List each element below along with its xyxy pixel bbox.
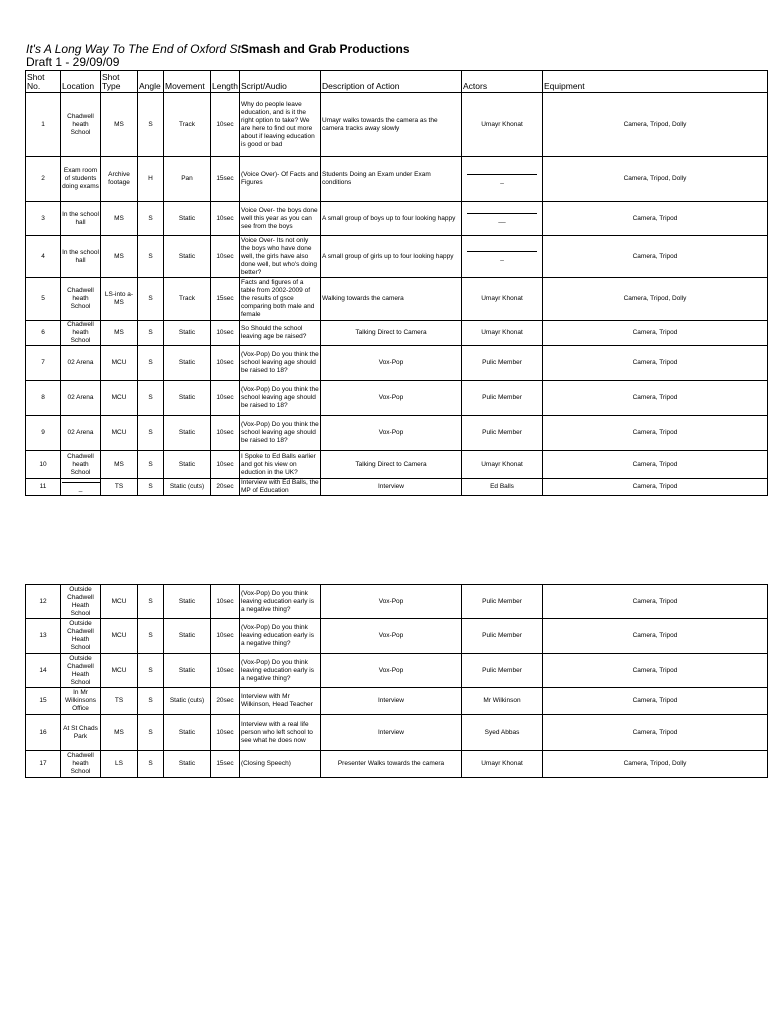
equipment-cell: Camera, Tripod <box>543 236 768 278</box>
angle-cell: S <box>138 619 164 654</box>
angle-cell: S <box>138 585 164 619</box>
shot-type-cell: MCU <box>101 654 138 688</box>
actors-cell: Pulic Member <box>462 381 543 416</box>
shot-type-cell: MCU <box>101 619 138 654</box>
action-cell: A small group of girls up to four looking happy <box>321 236 462 278</box>
blank-marker: __ <box>498 216 506 223</box>
script-cell: Voice Over- the boys done well this year as you can see from the boys <box>240 202 321 236</box>
shot-no-cell: 4 <box>26 236 61 278</box>
shot-no-cell: 11 <box>26 479 61 496</box>
length-cell: 10sec <box>211 619 240 654</box>
movement-cell: Static <box>164 619 211 654</box>
equipment-cell: Camera, Tripod, Dolly <box>543 93 768 157</box>
shot-no-cell: 17 <box>26 751 61 778</box>
angle-cell: S <box>138 416 164 451</box>
angle-cell: S <box>138 236 164 278</box>
equipment-cell: Camera, Tripod <box>543 346 768 381</box>
length-cell: 10sec <box>211 321 240 346</box>
equipment-cell: Camera, Tripod <box>543 715 768 751</box>
shot-no-cell: 12 <box>26 585 61 619</box>
action-cell: Vox-Pop <box>321 346 462 381</box>
shot-no-cell: 13 <box>26 619 61 654</box>
length-cell: 10sec <box>211 202 240 236</box>
table-row <box>26 321 768 346</box>
location-cell: 02 Arena <box>61 346 101 381</box>
script-cell: Interview with a real life person who left school to see what he does now <box>240 715 321 751</box>
movement-cell: Static <box>164 202 211 236</box>
angle-cell: S <box>138 715 164 751</box>
location-cell: Outside Chadwell Heath School <box>61 585 101 619</box>
length-cell: 10sec <box>211 585 240 619</box>
action-cell: Students Doing an Exam under Exam conditions <box>321 157 462 202</box>
actors-cell: Mr Wilkinson <box>462 688 543 715</box>
movement-cell: Static (cuts) <box>164 479 211 496</box>
movement-cell: Track <box>164 278 211 321</box>
blank-marker: _ <box>500 176 504 184</box>
length-cell: 15sec <box>211 751 240 778</box>
action-cell: Vox-Pop <box>321 654 462 688</box>
equipment-cell: Camera, Tripod <box>543 654 768 688</box>
angle-cell: S <box>138 479 164 496</box>
shot-no-cell: 16 <box>26 715 61 751</box>
table-row <box>26 93 768 157</box>
location-cell: 02 Arena <box>61 416 101 451</box>
header-angle: Angle <box>138 71 164 93</box>
movement-cell: Static <box>164 715 211 751</box>
shot-no-cell: 8 <box>26 381 61 416</box>
movement-cell: Static <box>164 321 211 346</box>
length-cell: 10sec <box>211 451 240 479</box>
shot-type-cell: MS <box>101 202 138 236</box>
angle-cell: S <box>138 278 164 321</box>
location-cell: Chadwell heath School <box>61 278 101 321</box>
header-script-audio: Script/Audio <box>240 71 321 93</box>
angle-cell: S <box>138 451 164 479</box>
length-cell: 20sec <box>211 479 240 496</box>
actors-cell: Pulic Member <box>462 585 543 619</box>
script-cell: (Closing Speech) <box>240 751 321 778</box>
shot-no-cell: 9 <box>26 416 61 451</box>
table-row <box>26 585 768 619</box>
table-row <box>26 202 768 236</box>
table-header-row <box>26 71 768 93</box>
table-row <box>26 157 768 202</box>
shot-no-cell: 10 <box>26 451 61 479</box>
action-cell: Talking Direct to Camera <box>321 451 462 479</box>
draft-label: Draft 1 - 29/09/09 <box>26 55 120 69</box>
angle-cell: S <box>138 751 164 778</box>
script-cell: Voice Over- Its not only the boys who have done well, the girls have also done well, but who's doing better? <box>240 236 321 278</box>
script-cell: (Voice Over)- Of Facts and Figures <box>240 157 321 202</box>
angle-cell: S <box>138 202 164 236</box>
equipment-cell: Camera, Tripod <box>543 416 768 451</box>
location-cell: Outside Chadwell Heath School <box>61 654 101 688</box>
blank-marker: _ <box>78 484 83 492</box>
action-cell: Vox-Pop <box>321 619 462 654</box>
header-movement: Movement <box>164 71 211 93</box>
location-cell: Chadwell heath School <box>61 93 101 157</box>
action-cell: Vox-Pop <box>321 585 462 619</box>
movement-cell: Static <box>164 751 211 778</box>
equipment-cell: Camera, Tripod, Dolly <box>543 278 768 321</box>
table-row <box>26 236 768 278</box>
header-shot-type: Shot Type <box>101 71 138 93</box>
table-row <box>26 451 768 479</box>
table-row <box>26 381 768 416</box>
header-location: Location <box>61 71 101 93</box>
shot-no-cell: 7 <box>26 346 61 381</box>
equipment-cell: Camera, Tripod <box>543 619 768 654</box>
script-cell: So Should the school leaving age be raised? <box>240 321 321 346</box>
equipment-cell: Camera, Tripod <box>543 381 768 416</box>
movement-cell: Static <box>164 654 211 688</box>
angle-cell: S <box>138 346 164 381</box>
table-row <box>26 479 768 496</box>
angle-cell: S <box>138 381 164 416</box>
movement-cell: Static <box>164 346 211 381</box>
shot-type-cell: MCU <box>101 585 138 619</box>
shot-type-cell: MS <box>101 93 138 157</box>
shot-type-cell: MCU <box>101 381 138 416</box>
table-row <box>26 688 768 715</box>
actors-cell <box>462 236 543 278</box>
location-cell: At St Chads Park <box>61 715 101 751</box>
movement-cell: Static <box>164 236 211 278</box>
action-cell: Interview <box>321 688 462 715</box>
movement-cell: Static <box>164 585 211 619</box>
shot-type-cell: MCU <box>101 346 138 381</box>
action-cell: Umayr walks towards the camera as the camera tracks away slowly <box>321 93 462 157</box>
location-cell: In Mr Wilkinsons Office <box>61 688 101 715</box>
header-equipment: Equipment <box>543 71 768 93</box>
equipment-cell: Camera, Tripod, Dolly <box>543 751 768 778</box>
angle-cell: S <box>138 654 164 688</box>
shot-type-cell: MS <box>101 321 138 346</box>
document-title <box>26 40 410 56</box>
movement-cell: Track <box>164 93 211 157</box>
length-cell: 10sec <box>211 236 240 278</box>
actors-cell: Umayr Khonat <box>462 93 543 157</box>
table-row <box>26 654 768 688</box>
shot-no-cell: 6 <box>26 321 61 346</box>
action-cell: Walking towards the camera <box>321 278 462 321</box>
shot-type-cell: TS <box>101 479 138 496</box>
length-cell: 10sec <box>211 654 240 688</box>
script-cell: (Vox-Pop) Do you think the school leaving age should be raised to 18? <box>240 346 321 381</box>
actors-cell: Umayr Khonat <box>462 278 543 321</box>
table-row <box>26 619 768 654</box>
script-cell: Interview with Mr Wilkinson, Head Teacher <box>240 688 321 715</box>
company-name: Smash and Grab Productions <box>240 42 410 56</box>
shot-type-cell: LS-into a-MS <box>101 278 138 321</box>
actors-cell: Umayr Khonat <box>462 751 543 778</box>
action-cell: Vox-Pop <box>321 381 462 416</box>
length-cell: 15sec <box>211 157 240 202</box>
location-cell: In the school hall <box>61 202 101 236</box>
length-cell: 10sec <box>211 416 240 451</box>
location-cell: Chadwell heath School <box>61 751 101 778</box>
angle-cell: S <box>138 321 164 346</box>
actors-cell <box>462 202 543 236</box>
actors-cell <box>462 157 543 202</box>
action-cell: A small group of boys up to four looking happy <box>321 202 462 236</box>
action-cell: Interview <box>321 479 462 496</box>
equipment-cell: Camera, Tripod <box>543 479 768 496</box>
shot-no-cell: 14 <box>26 654 61 688</box>
action-cell: Presenter Walks towards the camera <box>321 751 462 778</box>
shot-no-cell: 15 <box>26 688 61 715</box>
location-cell: In the school hall <box>61 236 101 278</box>
script-cell: (Vox-Pop) Do you think leaving education early is a negative thing? <box>240 654 321 688</box>
programme-title: It's A Long Way To The End of Oxford St <box>26 42 241 56</box>
equipment-cell: Camera, Tripod, Dolly <box>543 157 768 202</box>
length-cell: 10sec <box>211 93 240 157</box>
actors-cell: Umayr Khonat <box>462 451 543 479</box>
actors-cell: Umayr Khonat <box>462 321 543 346</box>
header-description: Description of Action <box>321 71 462 93</box>
shot-no-cell: 3 <box>26 202 61 236</box>
table-row <box>26 751 768 778</box>
script-cell: (Vox-Pop) Do you think the school leaving age should be raised to 18? <box>240 416 321 451</box>
header-shot-no: Shot No. <box>26 71 61 93</box>
length-cell: 15sec <box>211 278 240 321</box>
script-cell: Interview with Ed Balls, the MP of Education <box>241 479 319 494</box>
location-cell: 02 Arena <box>61 381 101 416</box>
shot-type-cell: MS <box>101 715 138 751</box>
movement-cell: Static (cuts) <box>164 688 211 715</box>
shot-type-cell: TS <box>101 688 138 715</box>
table-row <box>26 278 768 321</box>
movement-cell: Static <box>164 381 211 416</box>
equipment-cell: Camera, Tripod <box>543 688 768 715</box>
location-cell <box>61 479 101 496</box>
length-cell: 10sec <box>211 715 240 751</box>
shot-type-cell: Archive footage <box>101 157 138 202</box>
table-row <box>26 715 768 751</box>
location-cell: Chadwell heath School <box>61 321 101 346</box>
location-cell: Outside Chadwell Heath School <box>61 619 101 654</box>
table-row <box>26 416 768 451</box>
actors-cell: Pulic Member <box>462 346 543 381</box>
blank-marker: _ <box>500 254 504 261</box>
action-cell: Talking Direct to Camera <box>321 321 462 346</box>
header-length: Length <box>211 71 240 93</box>
equipment-cell: Camera, Tripod <box>543 451 768 479</box>
shot-no-cell: 1 <box>26 93 61 157</box>
location-cell: Exam room of students doing exams <box>61 157 101 202</box>
location-cell: Chadwell heath School <box>61 451 101 479</box>
script-cell: (Vox-Pop) Do you think leaving education early is a negative thing? <box>240 619 321 654</box>
shot-no-cell: 5 <box>26 278 61 321</box>
angle-cell: S <box>138 93 164 157</box>
shot-type-cell: MCU <box>101 416 138 451</box>
movement-cell: Pan <box>164 157 211 202</box>
movement-cell: Static <box>164 451 211 479</box>
header-actors: Actors <box>462 71 543 93</box>
shot-list-table-continued <box>25 584 768 778</box>
shot-list-table <box>25 70 768 496</box>
angle-cell: H <box>138 157 164 202</box>
equipment-cell: Camera, Tripod <box>543 585 768 619</box>
actors-cell: Ed Balls <box>462 479 543 496</box>
equipment-cell: Camera, Tripod <box>543 321 768 346</box>
shot-no-cell: 2 <box>26 157 61 202</box>
action-cell: Vox-Pop <box>321 416 462 451</box>
script-cell: (Vox-Pop) Do you think the school leaving age should be raised to 18? <box>240 381 321 416</box>
movement-cell: Static <box>164 416 211 451</box>
length-cell: 10sec <box>211 381 240 416</box>
actors-cell: Pulic Member <box>462 416 543 451</box>
equipment-cell: Camera, Tripod <box>543 202 768 236</box>
actors-cell: Syed Abbas <box>462 715 543 751</box>
shot-type-cell: MS <box>101 451 138 479</box>
length-cell: 20sec <box>211 688 240 715</box>
actors-cell: Pulic Member <box>462 654 543 688</box>
angle-cell: S <box>138 688 164 715</box>
length-cell: 10sec <box>211 346 240 381</box>
action-cell: Interview <box>321 715 462 751</box>
actors-cell: Pulic Member <box>462 619 543 654</box>
script-cell: Facts and figures of a table from 2002-2009 of the results of gsce comparing both male and female <box>240 278 321 321</box>
script-cell: I Spoke to Ed Balls earlier and got his view on eduction in the UK? <box>240 451 321 479</box>
script-cell: Why do people leave education, and is it the right option to take? We are here to find out more about if leaving education is good or bad <box>240 93 321 157</box>
script-cell: (Vox-Pop) Do you think leaving education early is a negative thing? <box>240 585 321 619</box>
table-row <box>26 346 768 381</box>
shot-type-cell: LS <box>101 751 138 778</box>
shot-type-cell: MS <box>101 236 138 278</box>
